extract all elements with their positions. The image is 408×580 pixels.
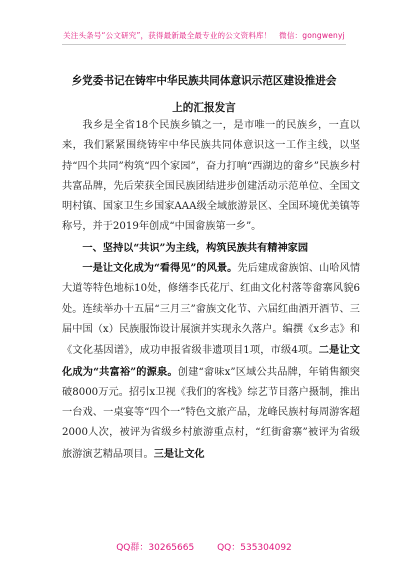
point-3-heading: 三是让文化: [153, 447, 205, 460]
intro-paragraph: 我乡是全省18个民族乡镇之一，是市唯一的民族乡，一直以来，我们紧紧围绕铸牢中华民族共同体意识这一工作主线，以坚持“四个共同”构筑“四个家园”，奋力打响“西湖边的畲乡”民族乡村共富品牌，先后荣获全国民族团结进步创建活动示范单位、全国文明村镇、国家卫生乡国家AAA级全域旅游景区、全国环境优美镇等称号，并于2019年创成“中国畲族第一乡”。: [62, 120, 360, 233]
point-2-text: 创建“畲味x”区域公共品牌，年销售额突破8000万元。招引x卫视《我们的客栈》综艺节目落户摄制，推出一台戏、一桌宴等“四个一”特色文旅产品，龙峰民族村每周游客超2000人次，被评为省级乡村旅游重点村，“红街畲寨”被评为省级旅游演艺精品项目。: [62, 366, 360, 460]
document-title: [40, 68, 368, 122]
section-heading-1: 一、坚持以“共识”为主线，构筑民族共有精神家园: [82, 241, 309, 254]
header-divider: [62, 44, 346, 45]
footer-contacts: [0, 540, 408, 553]
document-title-line-1: 乡党委书记在铸牢中华民族共同体意识示范区建设推进会: [71, 75, 337, 87]
header-banner: 关注头条号“公文研究”，获得最新最全最专业的公文资料库！ 微信：gongwenyj: [63, 31, 345, 40]
document-body: [62, 116, 360, 465]
point-1-text: 先后建成畲族馆、山哈风情大道等特色地标10处，修缮李氏花厅、红曲文化村落等畲寨风貌6处。连续举办十五届“三月三”畲族文化节、六届红曲酒开酒节、三届中国（x）民族服饰设计展演并实现永久落户。编撰《x乡志》和《文化基因谱》，成功申报省级非遗项目1项，市级4项。: [62, 263, 361, 357]
footer-qq: QQ：535304092: [217, 543, 292, 553]
point-1-heading: 一是让文化成为“看得见”的风景。: [82, 262, 238, 275]
section-1-paragraph: [62, 258, 360, 465]
footer-qq-group: QQ群：30265665: [116, 543, 195, 553]
point-2-heading: 二是让文化成为“共富裕”的源泉。: [62, 344, 360, 378]
document-title-line-2: 上的汇报发言: [172, 102, 236, 114]
